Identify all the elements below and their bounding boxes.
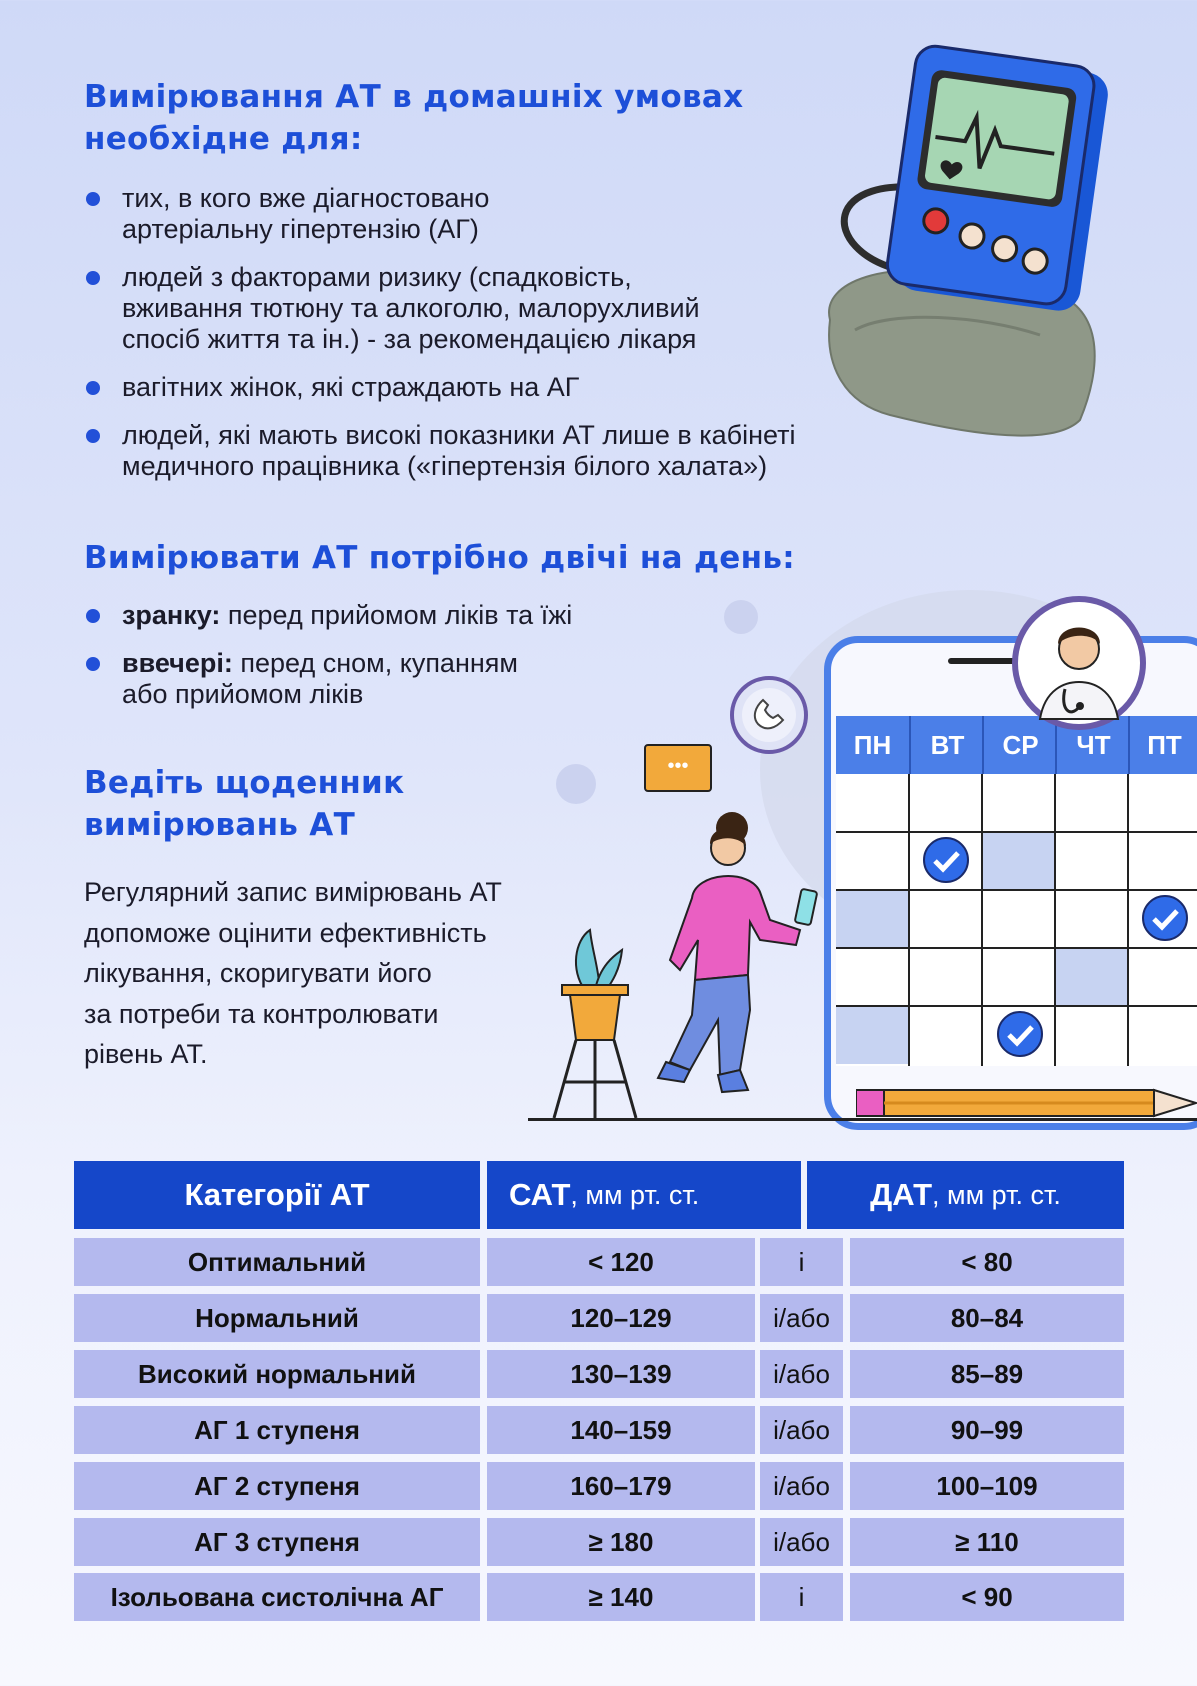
list-item: людей з факторами ризику (спадковість, вживання тютюну та алкоголю, малорухливий спосіб життя та ін.) - за рекомендацією лікаря xyxy=(86,262,906,355)
section2-heading: Вимірювати АТ потрібно двічі на день: xyxy=(84,540,795,576)
pencil-icon xyxy=(856,1086,1197,1120)
table-header-category: Категорії АТ xyxy=(74,1161,480,1229)
check-icon xyxy=(998,1012,1042,1056)
cell-dat: 80–84 xyxy=(850,1294,1124,1342)
check-icon xyxy=(924,838,968,882)
cell-category: АГ 2 ступеня xyxy=(74,1462,480,1510)
phone-call-icon xyxy=(728,674,810,756)
calendar-grid xyxy=(836,716,1197,1066)
cell-category: Ізольована систолічна АГ xyxy=(74,1573,480,1621)
cell-conj: і/або xyxy=(760,1518,843,1566)
cell-conj: і/або xyxy=(760,1406,843,1454)
check-icon xyxy=(1143,896,1187,940)
table-row xyxy=(74,1238,1124,1286)
cell-category: Нормальний xyxy=(74,1294,480,1342)
section3-heading: Ведіть щоденник вимірювань АТ xyxy=(84,765,405,843)
cell-conj: і xyxy=(760,1573,843,1621)
day-label: ВТ xyxy=(909,716,984,774)
cell-sat: 130–139 xyxy=(487,1350,755,1398)
chat-bubble xyxy=(644,744,712,792)
calendar-cells xyxy=(836,774,1197,1066)
cell-sat: 140–159 xyxy=(487,1406,755,1454)
section1-heading xyxy=(84,76,743,160)
table-header-sat: САТ , мм рт. ст. xyxy=(487,1161,801,1229)
cell-category: Високий нормальний xyxy=(74,1350,480,1398)
table-row xyxy=(74,1518,1124,1566)
blood-pressure-monitor-icon xyxy=(800,30,1140,450)
cell-dat: ≥ 110 xyxy=(850,1518,1124,1566)
table-row xyxy=(74,1294,1124,1342)
day-label: ПН xyxy=(853,730,892,760)
table-header-dat: ДАТ , мм рт. ст. xyxy=(807,1161,1124,1229)
list-item: вагітних жінок, які страждають на АГ xyxy=(86,372,906,403)
cell-sat: ≥ 140 xyxy=(487,1573,755,1621)
section2-list xyxy=(86,600,686,727)
section1-heading-line2: необхідне для: xyxy=(84,121,363,157)
cell-sat: < 120 xyxy=(487,1238,755,1286)
plant-stand-illustration xyxy=(540,910,650,1120)
section1-list xyxy=(86,183,906,499)
day-label: ПТ xyxy=(1128,716,1197,774)
diary-paragraph: Регулярний запис вимірювань АТ допоможе оцінити ефективність лікування, скоригувати його за потреби та контролювати рівень АТ. xyxy=(84,877,502,1069)
list-item: тих, в кого вже діагностовано артеріальну гіпертензію (АГ) xyxy=(86,183,906,245)
list-item: ввечері: перед сном, купанням або прийомом ліків xyxy=(86,648,686,710)
list-item: людей, які мають високі показники АТ лише в кабінеті медичного працівника («гіпертензія білого халата») xyxy=(86,420,906,482)
cell-sat: 160–179 xyxy=(487,1462,755,1510)
table-row xyxy=(74,1406,1124,1454)
cell-category: АГ 3 ступеня xyxy=(74,1518,480,1566)
doctor-avatar-icon xyxy=(1010,594,1148,732)
cell-category: Оптимальний xyxy=(74,1238,480,1286)
list-item: зранку: перед прийомом ліків та їжі xyxy=(86,600,686,631)
decor-dot xyxy=(556,764,596,804)
cell-dat: < 90 xyxy=(850,1573,1124,1621)
cell-conj: і xyxy=(760,1238,843,1286)
day-label: СР xyxy=(982,716,1057,774)
section1-heading-line1: Вимірювання АТ в домашніх умовах xyxy=(84,79,744,115)
cell-dat: 90–99 xyxy=(850,1406,1124,1454)
decor-dot xyxy=(724,600,758,634)
cell-conj: і/або xyxy=(760,1462,843,1510)
cell-conj: і/або xyxy=(760,1350,843,1398)
cell-dat: 85–89 xyxy=(850,1350,1124,1398)
bp-categories-table xyxy=(74,1161,1124,1621)
cell-conj: і/або xyxy=(760,1294,843,1342)
cell-sat: ≥ 180 xyxy=(487,1518,755,1566)
cell-sat: 120–129 xyxy=(487,1294,755,1342)
table-row xyxy=(74,1573,1124,1621)
table-row xyxy=(74,1350,1124,1398)
chat-dots: ••• xyxy=(667,755,689,777)
cell-dat: < 80 xyxy=(850,1238,1124,1286)
table-row xyxy=(74,1462,1124,1510)
day-label: ЧТ xyxy=(1055,716,1130,774)
cell-dat: 100–109 xyxy=(850,1462,1124,1510)
cell-category: АГ 1 ступеня xyxy=(74,1406,480,1454)
